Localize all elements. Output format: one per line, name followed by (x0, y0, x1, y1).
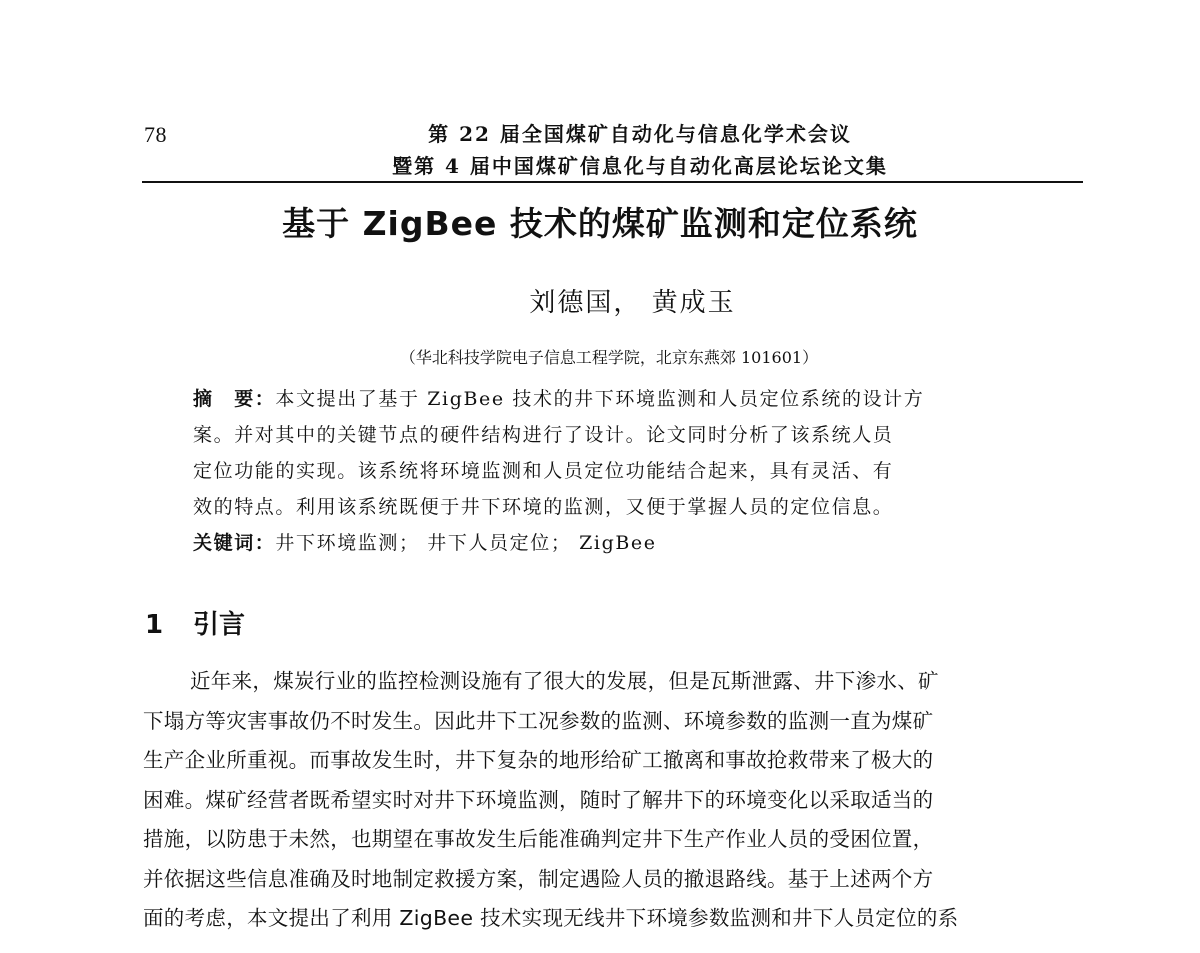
keywords-text: 井下环境监测； 井下人员定位； ZigBee (275, 532, 657, 554)
keywords-label: 关键词： (193, 532, 276, 554)
abstract-line: 效的特点。利用该系统既便于井下环境的监测，又便于掌握人员的定位信息。 (193, 496, 894, 518)
conference-title (380, 118, 900, 182)
abstract-block (193, 381, 1033, 561)
body-line: 生产企业所重视。而事故发生时，井下复杂的地形给矿工撤离和事故抢救带来了极大的 (143, 748, 934, 772)
section-number: 1 (145, 610, 164, 640)
body-line: 近年来，煤炭行业的监控检测设施有了很大的发展，但是瓦斯泄露、井下渗水、矿 (190, 669, 939, 693)
header-divider (142, 181, 1083, 183)
section-title: 引言 (193, 610, 246, 640)
abstract-line: 定位功能的实现。该系统将环境监测和人员定位功能结合起来，具有灵活、有 (193, 460, 894, 482)
keywords-line (193, 525, 1033, 561)
paper-authors: 刘德国， 黄成玉 (529, 288, 736, 318)
conference-title-line-1: 第 22 届全国煤矿自动化与信息化学术会议 (428, 122, 852, 146)
abstract-line: 案。并对其中的关键节点的硬件结构进行了设计。论文同时分析了该系统人员 (193, 424, 894, 446)
conference-title-line-2: 暨第 4 届中国煤矿信息化与自动化高层论坛论文集 (392, 154, 888, 178)
body-line: 下塌方等灾害事故仍不时发生。因此井下工况参数的监测、环境参数的监测一直为煤矿 (143, 708, 934, 733)
abstract-line (193, 381, 1033, 417)
paper-affiliation: （华北科技学院电子信息工程学院，北京东燕郊 101601） (399, 348, 819, 367)
abstract-text: 本文提出了基于 ZigBee 技术的井下环境监测和人员定位系统的设计方 (275, 388, 925, 410)
body-line: 措施，以防患于未然，也期望在事故发生后能准确判定井下生产作业人员的受困位置， (143, 827, 934, 851)
body-line: 面的考虑，本文提出了利用 ZigBee 技术实现无线井下环境参数监测和井下人员定位的系 (143, 906, 959, 930)
abstract-label: 摘 要： (193, 388, 276, 410)
paper-title: 基于 ZigBee 技术的煤矿监测和定位系统 (282, 204, 918, 243)
body-line: 困难。煤矿经营者既希望实时对井下环境监测，随时了解井下的环境变化以采取适当的 (143, 787, 934, 812)
body-line: 并依据这些信息准确及时地制定救援方案，制定遇险人员的撤退路线。基于上述两个方 (143, 866, 934, 891)
page-number: 78 (144, 122, 167, 147)
section-heading (145, 604, 245, 641)
body-paragraph (143, 662, 1083, 939)
